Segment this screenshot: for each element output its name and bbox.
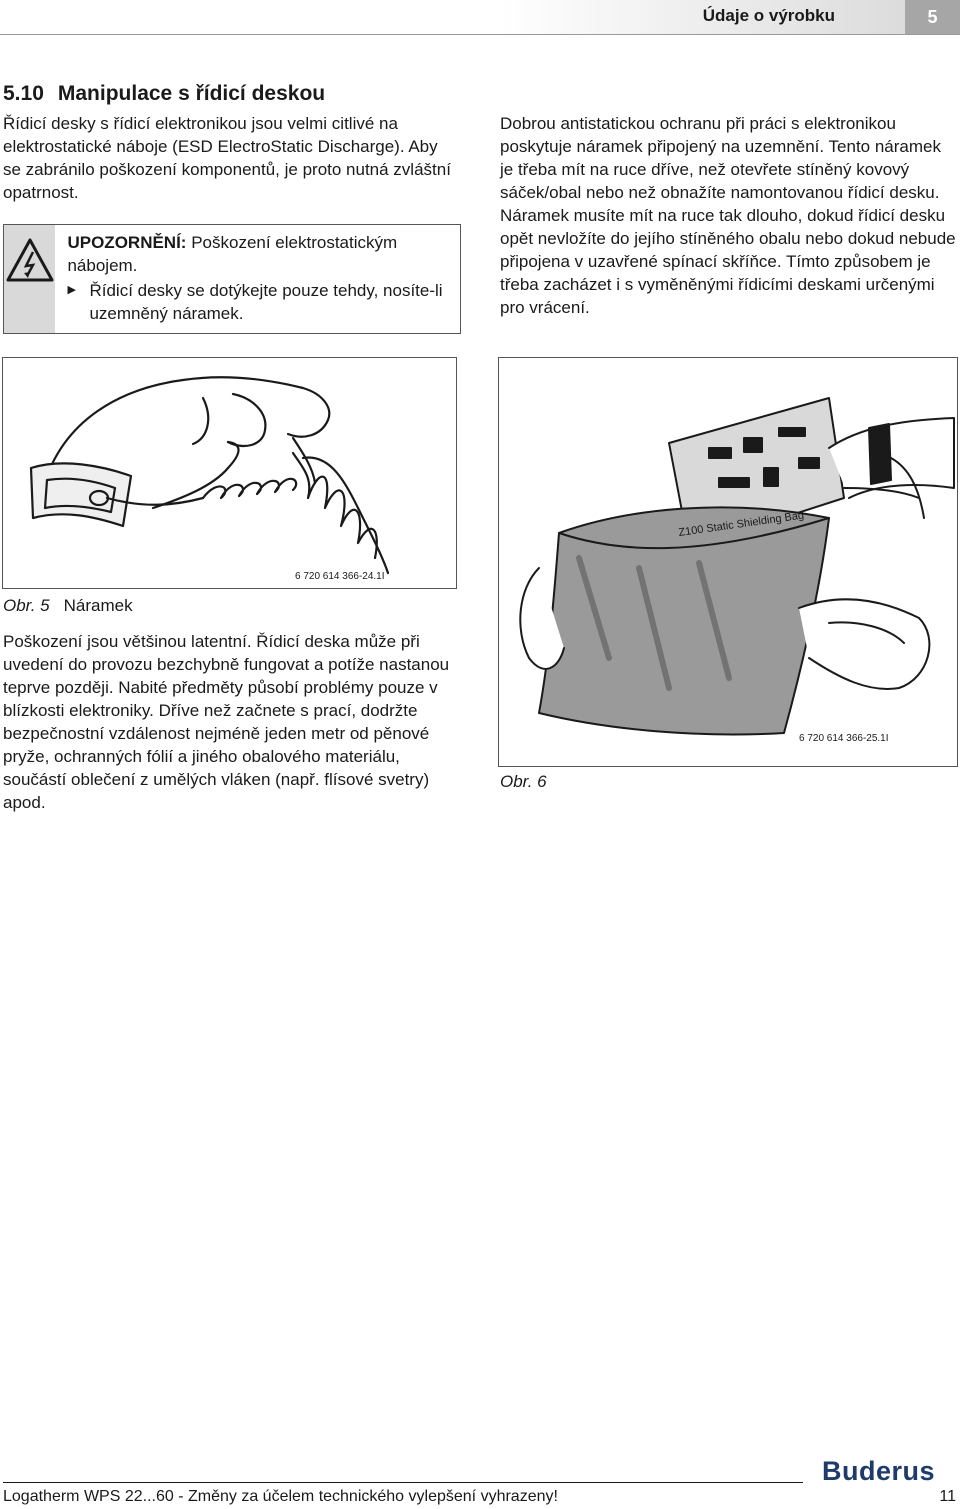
warning-box (3, 224, 461, 334)
warning-step-text: Řídicí desky se dotýkejte pouze tehdy, nosíte-li uzemněný náramek. (89, 281, 443, 323)
section-title (3, 82, 325, 106)
right-paragraph: Dobrou antistatickou ochranu při práci s elektronikou poskytuje náramek připojený na uzemnění. Tento náramek je třeba mít na ruce dříve, než otevřete stíněný kovový sáček/obal nebo než obnažíte namontovanou řídicí desku. Náramek musíte mít na ruce tak dlouho, dokud řídicí desku opět nevložíte do jejího stíněného obalu nebo dokud nebude připojena v uzavřené spínací skříňce. Tímto způsobem je třeba zacházet i s vyměněnými řídicími deskami určenými pro vrácení. (500, 114, 956, 317)
intro-paragraph: Řídicí desky s řídicí elektronikou jsou velmi citlivé na elektrostatické náboje (ESD ElectroStatic Discharge). Aby se zabránilo poškození komponentů, je proto nutná zvláštní opatrnost. (3, 114, 451, 202)
brand-logo: Buderus (822, 1456, 936, 1486)
warning-icon-column (4, 225, 55, 333)
shielding-bag-illustration (499, 358, 959, 768)
figure-5-caption (3, 596, 133, 616)
warning-body (55, 225, 460, 333)
warning-label: UPOZORNĚNÍ: (67, 233, 187, 252)
header-rule (0, 34, 960, 35)
section-number: 5.10 (3, 82, 44, 105)
figure-5-id: 6 720 614 366-24.1I (295, 571, 385, 582)
figure-6-id: 6 720 614 366-25.1I (799, 733, 889, 744)
header-title: Údaje o výrobku (702, 6, 835, 25)
footer-rule (3, 1482, 803, 1483)
figure-6-caption: Obr. 6 (500, 772, 547, 791)
footer-text: Logatherm WPS 22...60 - Změny za účelem technického vylepšení vyhrazeny! (3, 1488, 558, 1505)
figure-6 (498, 357, 958, 767)
chapter-number: 5 (905, 0, 960, 34)
warning-title-text: Poškození elektrostatickým nábojem. (67, 233, 398, 275)
electric-hazard-icon (5, 237, 55, 283)
figure-5-caption-text: Náramek (63, 596, 133, 615)
latent-paragraph: Poškození jsou většinou latentní. Řídicí deska může při uvedení do provozu bezchybně fungovat a potíže nastanou teprve později. Nabité předměty působí problémy pouze v blízkosti elektroniky. Dříve než začnete s prací, dodržte bezpečnostní vzdálenost nejméně jeden metr od pěnové pryže, ochranných fólií a jiného obalového materiálu, součástí oblečení z umělých vláken (např. flísové svetry) apod. (3, 632, 450, 812)
figure-5-caption-label: Obr. 5 (3, 596, 50, 615)
bag-label: Z100 Static Shielding Bag (677, 509, 805, 539)
header-bar (0, 0, 905, 34)
page-number: 11 (939, 1488, 956, 1505)
section-heading: Manipulace s řídicí deskou (57, 82, 326, 105)
warning-step (67, 279, 460, 325)
figure-5 (2, 357, 457, 589)
warning-title (67, 231, 460, 277)
bullet-arrow-icon: ▶ (67, 284, 76, 296)
wrist-strap-illustration (3, 358, 458, 590)
